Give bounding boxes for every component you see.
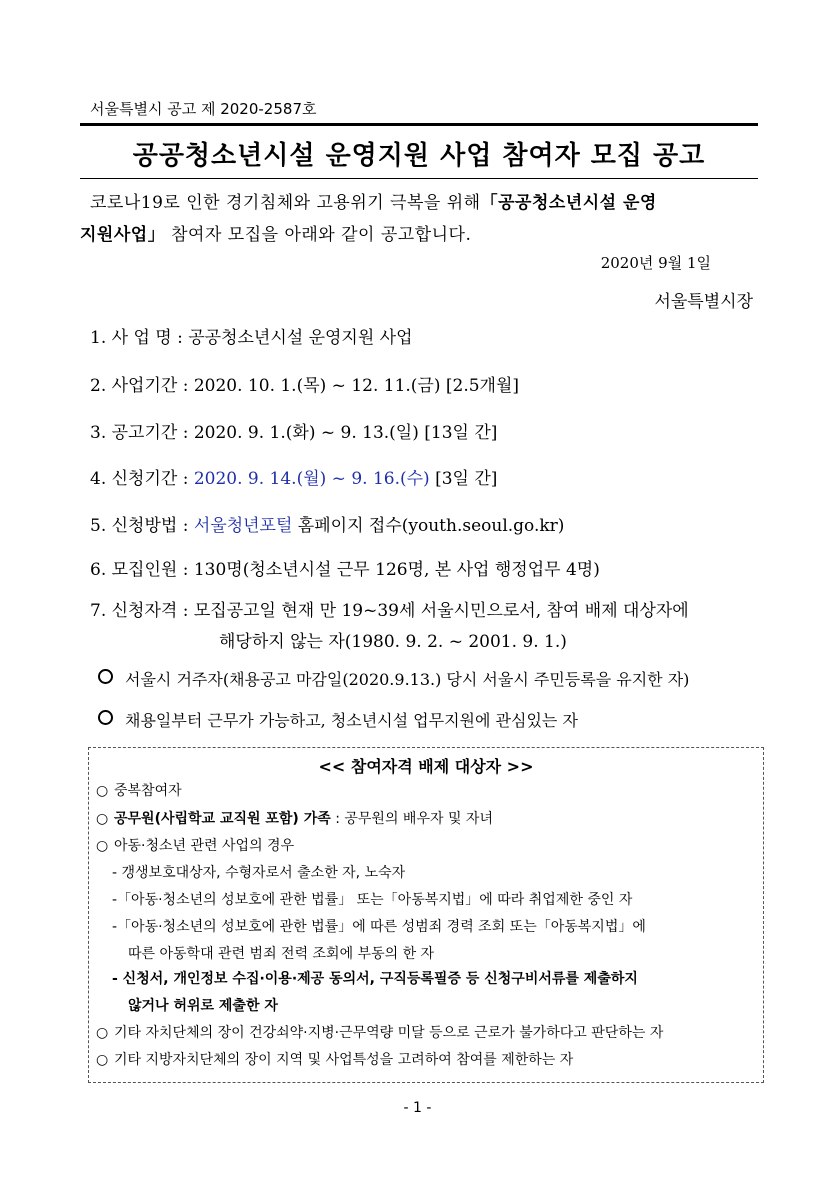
eligibility-bullet [98,667,689,690]
circle-bullet-icon [98,710,113,725]
item-eligibility [90,596,689,621]
exclusion-text-bold: 공무원(사립학교 교직원 포함) 가족 [114,811,331,827]
item-eligibility-cont: 해당하지 않는 자(1980. 9. 2. ~ 2001. 9. 1.) [219,632,567,652]
exclusion-line [96,780,182,800]
notice-number: 서울특별시 공고 제 2020-2587호 [90,100,317,118]
bullet-text: 채용일부터 근무가 가능하고, 청소년시설 업무지원에 관심있는 자 [125,711,578,730]
intro-project-name-cont: 지원사업」 [80,225,166,245]
exclusion-line [96,1022,663,1042]
notice-date: 2020년 9월 1일 [600,254,711,272]
item-label: 1. 사 업 명 : [90,328,189,348]
intro-text-cont: 참여자 모집을 아래와 같이 공고합니다. [165,225,472,245]
eligibility-bullet [98,708,578,731]
exclusion-text: 기타 지방자치단체의 장이 지역 및 사업특성을 고려하여 참여를 제한하는 자 [114,1052,574,1068]
bullet-text: 서울시 거주자(채용공고 마감일(2020.9.13.) 당시 서울시 주민등록을 유지한 자) [125,670,690,689]
item-label: 3. 공고기간 : [90,423,194,443]
exclusion-line [96,835,294,855]
circle-bullet-icon [98,669,113,684]
circle-bullet-icon: ○ [96,1052,109,1068]
item-application-method [90,511,564,536]
page-number: - 1 - [403,1100,432,1116]
document-title: 공공청소년시설 운영지원 사업 참여자 모집 공고 [132,141,706,171]
item-label: 5. 신청방법 : [90,516,194,536]
exclusion-subline-bold: - 신청서, 개인정보 수집·이용·제공 동의서, 구직등록필증 등 신청구비서류를 제출하지 [112,971,638,987]
exclusion-title: << 참여자격 배제 대상자 >> [318,757,534,776]
exclusion-line [96,1049,573,1069]
exclusion-subline: 따른 아동학대 관련 범죄 전력 조회에 부동의 한 자 [128,946,435,962]
item-label: 4. 신청기간 : [90,469,194,489]
item-application-period [90,464,497,489]
item-label: 2. 사업기간 : [90,376,194,396]
item-project-name [90,323,413,348]
item-value: 모집공고일 현재 만 19~39세 서울시민으로서, 참여 배제 대상자에 [193,601,689,621]
item-label: 6. 모집인원 : [90,560,194,580]
youth-portal-link[interactable]: 서울청년포털 [193,516,293,536]
exclusion-subline: - 갱생보호대상자, 수형자로서 출소한 자, 노숙자 [112,865,406,881]
item-value: 2020. 9. 1.(화) ~ 9. 13.(일) [13일 간] [193,423,498,443]
exclusion-text: 중복참여자 [114,783,182,799]
circle-bullet-icon: ○ [96,1025,109,1041]
intro-line-1 [90,188,657,213]
item-recruit-count [90,555,600,580]
title-box [80,123,758,179]
circle-bullet-icon: ○ [96,783,109,799]
item-project-period [90,371,519,396]
exclusion-subline-bold: 않거나 허위로 제출한 자 [128,998,278,1014]
item-notice-period [90,418,497,443]
circle-bullet-icon: ○ [96,838,109,854]
exclusion-text: 아동·청소년 관련 사업의 경우 [114,838,295,854]
exclusion-text: 기타 자치단체의 장이 건강쇠약·지병·근무역량 미달 등으로 근로가 불가하다고 판단하는 자 [114,1025,664,1041]
exclusion-text: : 공무원의 배우자 및 자녀 [330,811,493,827]
item-value: 130명(청소년시설 근무 126명, 본 사업 행정업무 4명) [193,560,600,580]
intro-line-2 [80,220,471,245]
item-value: 2020. 10. 1.(목) ~ 12. 11.(금) [2.5개월] [193,376,520,396]
item-value: [3일 간] [429,469,498,489]
issuer: 서울특별시장 [654,292,753,312]
item-value-highlight: 2020. 9. 14.(월) ~ 9. 16.(수) [193,469,430,489]
exclusion-line [96,808,493,828]
intro-text: 코로나19로 인한 경기침체와 고용위기 극복을 위해 [90,193,481,213]
exclusion-subline: -「아동·청소년의 성보호에 관한 법률」에 따른 성범죄 경력 조회 또는「아동복지법」에 [112,919,646,935]
circle-bullet-icon: ○ [96,811,109,827]
item-value: 공공청소년시설 운영지원 사업 [188,328,413,348]
item-label: 7. 신청자격 : [90,601,194,621]
exclusion-subline: -「아동·청소년의 성보호에 관한 법률」 또는「아동복지법」에 따라 취업제한 중인 자 [112,892,633,908]
item-value: 홈페이지 접수(youth.seoul.go.kr) [292,516,565,536]
intro-project-name: 「공공청소년시설 운영 [480,193,657,213]
